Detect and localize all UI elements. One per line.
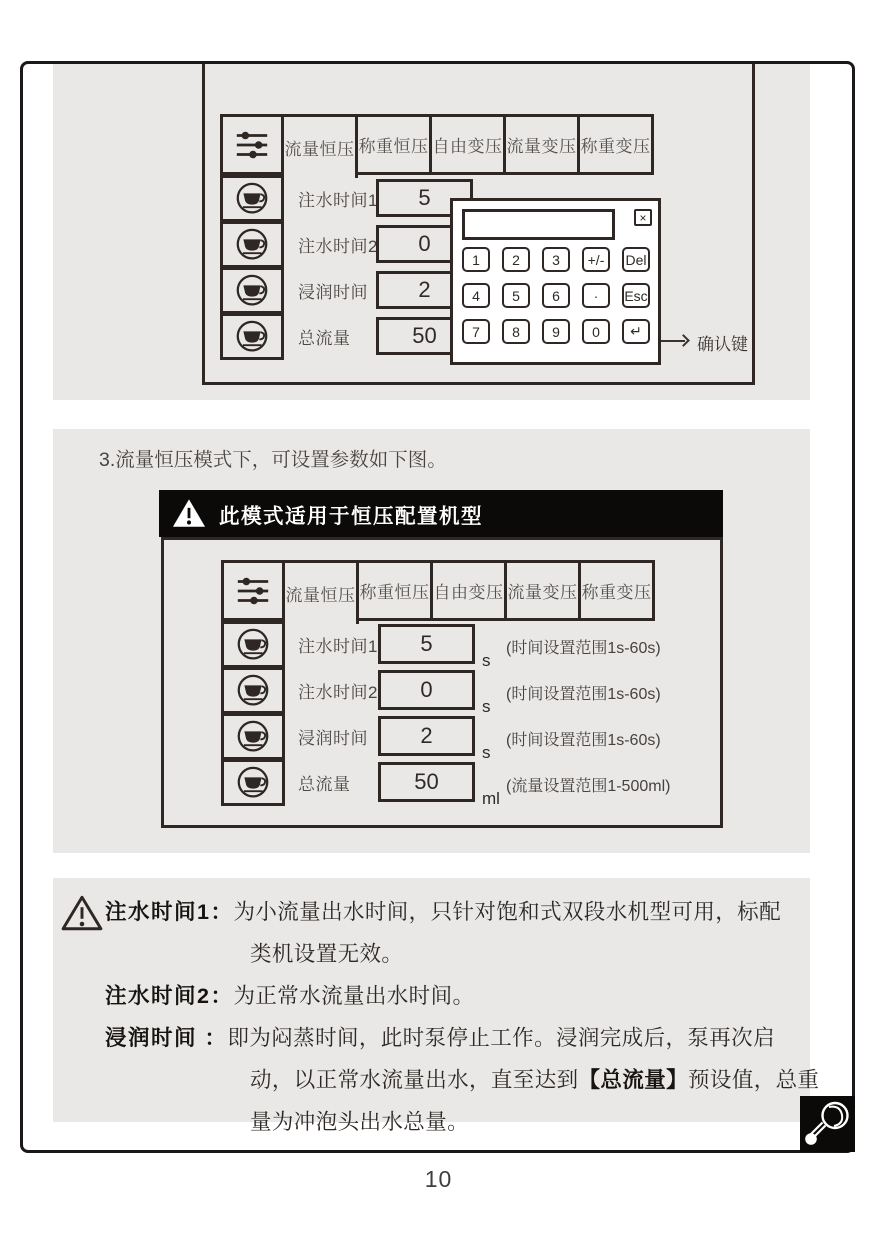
espresso-cup-icon — [233, 180, 271, 218]
tab-free-variable-pressure[interactable]: 自由变压 — [430, 560, 507, 621]
note-water-time-1-line-1 — [105, 895, 781, 926]
key-esc[interactable]: Esc — [622, 283, 650, 308]
value-field-water-time-2[interactable]: 0 — [376, 225, 473, 263]
drink-button-2[interactable] — [220, 221, 284, 268]
param-label-water-time-2: 注水时间2 — [298, 237, 378, 256]
mode-description-section — [53, 429, 810, 853]
tab-flow-constant-pressure[interactable]: 流量恒压 — [281, 114, 358, 178]
sliders-icon — [234, 572, 272, 610]
keypad-keys — [462, 247, 650, 344]
espresso-cup-icon — [234, 626, 272, 664]
drink-button-1[interactable] — [221, 621, 285, 668]
unit-seconds: s — [482, 651, 491, 670]
portafilter-badge — [800, 1096, 855, 1152]
settings-tab[interactable] — [221, 560, 285, 621]
key-0[interactable]: 0 — [582, 319, 610, 344]
screen-figure-parameters — [161, 537, 723, 828]
confirm-key-arrowhead — [677, 334, 690, 347]
espresso-cup-icon — [234, 764, 272, 802]
value-field-total-flow[interactable]: 50 — [376, 317, 473, 355]
espresso-cup-icon — [234, 718, 272, 756]
param-label-soak-time: 浸润时间 — [298, 283, 368, 302]
drink-button-4[interactable] — [221, 759, 285, 806]
warning-triangle-icon — [172, 498, 206, 529]
note-text: 为小流量出水时间，只针对饱和式双段水机型可用，标配 — [233, 900, 781, 924]
param-label-soak-time: 浸润时间 — [298, 729, 368, 748]
note-water-time-1-line-2 — [250, 937, 403, 968]
confirm-key-callout: 确认键 — [697, 335, 748, 354]
note-bold-total-flow: 【总流量】 — [578, 1068, 689, 1092]
keypad-close-button[interactable]: × — [634, 209, 652, 226]
key-plus-minus[interactable]: +/- — [582, 247, 610, 272]
espresso-cup-icon — [233, 226, 271, 264]
note-label-water-time-2: 注水时间2： — [105, 984, 234, 1008]
mode-tabbar — [221, 560, 655, 624]
warning-banner-text: 此模式适用于恒压配置机型 — [219, 504, 483, 528]
note-text: 为正常水流量出水时间。 — [233, 984, 475, 1008]
page-number: 10 — [424, 1166, 453, 1192]
drink-button-4[interactable] — [220, 313, 284, 360]
key-dot[interactable]: · — [582, 283, 610, 308]
tab-weigh-variable-pressure[interactable]: 称重变压 — [578, 560, 655, 621]
value-field-soak-time[interactable]: 2 — [376, 271, 473, 309]
param-label-water-time-2: 注水时间2 — [298, 683, 378, 702]
key-del[interactable]: Del — [622, 247, 650, 272]
param-label-total-flow: 总流量 — [298, 329, 351, 348]
value-field-water-time-1[interactable]: 5 — [376, 179, 473, 217]
key-5[interactable]: 5 — [502, 283, 530, 308]
range-note-water-time-2: (时间设置范围1s-60s) — [506, 686, 661, 703]
tab-weigh-variable-pressure[interactable]: 称重变压 — [577, 114, 654, 175]
screen-figure-keypad — [202, 64, 755, 385]
warning-banner — [159, 490, 723, 537]
key-6[interactable]: 6 — [542, 283, 570, 308]
key-9[interactable]: 9 — [542, 319, 570, 344]
unit-seconds: s — [482, 697, 491, 716]
tab-free-variable-pressure[interactable]: 自由变压 — [429, 114, 506, 175]
key-4[interactable]: 4 — [462, 283, 490, 308]
tab-flow-variable-pressure[interactable]: 流量变压 — [504, 560, 581, 621]
range-note-water-time-1: (时间设置范围1s-60s) — [506, 640, 661, 657]
key-8[interactable]: 8 — [502, 319, 530, 344]
numeric-keypad — [450, 198, 661, 365]
note-text: 量为冲泡头出水总量。 — [250, 1110, 470, 1134]
unit-milliliters: ml — [482, 789, 500, 808]
range-note-soak-time: (时间设置范围1s-60s) — [506, 732, 661, 749]
key-3[interactable]: 3 — [542, 247, 570, 272]
portafilter-icon — [800, 1096, 855, 1152]
range-note-total-flow: (流量设置范围1-500ml) — [506, 778, 671, 795]
tab-flow-variable-pressure[interactable]: 流量变压 — [503, 114, 580, 175]
drink-button-3[interactable] — [221, 713, 285, 760]
note-text: 动，以正常水流量出水，直至达到 — [250, 1068, 579, 1092]
tab-flow-constant-pressure[interactable]: 流量恒压 — [282, 560, 359, 624]
param-label-water-time-1: 注水时间1 — [298, 191, 378, 210]
sliders-icon — [233, 126, 271, 164]
unit-seconds: s — [482, 743, 491, 762]
value-field-water-time-2[interactable]: 0 — [378, 670, 475, 710]
value-field-soak-time[interactable]: 2 — [378, 716, 475, 756]
note-water-time-2-line-1 — [105, 979, 474, 1010]
value-field-total-flow[interactable]: 50 — [378, 762, 475, 802]
top-figure-section — [53, 64, 810, 400]
note-soak-time-line-1 — [105, 1021, 775, 1052]
espresso-cup-icon — [233, 318, 271, 356]
keypad-display[interactable] — [462, 209, 615, 240]
warning-triangle-outline-icon — [61, 894, 103, 932]
note-text: 预设值，总重 — [688, 1068, 820, 1092]
param-label-water-time-1: 注水时间1 — [298, 637, 378, 656]
note-label-soak-time: 浸润时间 ： — [105, 1026, 228, 1050]
note-soak-time-line-3 — [250, 1105, 469, 1136]
key-1[interactable]: 1 — [462, 247, 490, 272]
drink-button-3[interactable] — [220, 267, 284, 314]
section-heading: 3.流量恒压模式下，可设置参数如下图。 — [99, 449, 447, 471]
settings-tab[interactable] — [220, 114, 284, 175]
notes-section — [53, 878, 820, 1134]
key-7[interactable]: 7 — [462, 319, 490, 344]
key-2[interactable]: 2 — [502, 247, 530, 272]
note-text: 即为闷蒸时间，此时泵停止工作。浸润完成后，泵再次启 — [227, 1026, 775, 1050]
note-label-water-time-1: 注水时间1： — [105, 900, 234, 924]
drink-button-2[interactable] — [221, 667, 285, 714]
param-label-total-flow: 总流量 — [298, 775, 351, 794]
tab-weigh-constant-pressure[interactable]: 称重恒压 — [355, 114, 432, 175]
espresso-cup-icon — [233, 272, 271, 310]
value-field-water-time-1[interactable]: 5 — [378, 624, 475, 664]
espresso-cup-icon — [234, 672, 272, 710]
note-soak-time-line-2 — [250, 1063, 819, 1094]
tab-weigh-constant-pressure[interactable]: 称重恒压 — [356, 560, 433, 621]
note-text: 类机设置无效。 — [250, 942, 404, 966]
key-enter[interactable]: ↵ — [622, 319, 650, 344]
mode-tabbar — [220, 114, 654, 178]
drink-button-1[interactable] — [220, 175, 284, 222]
